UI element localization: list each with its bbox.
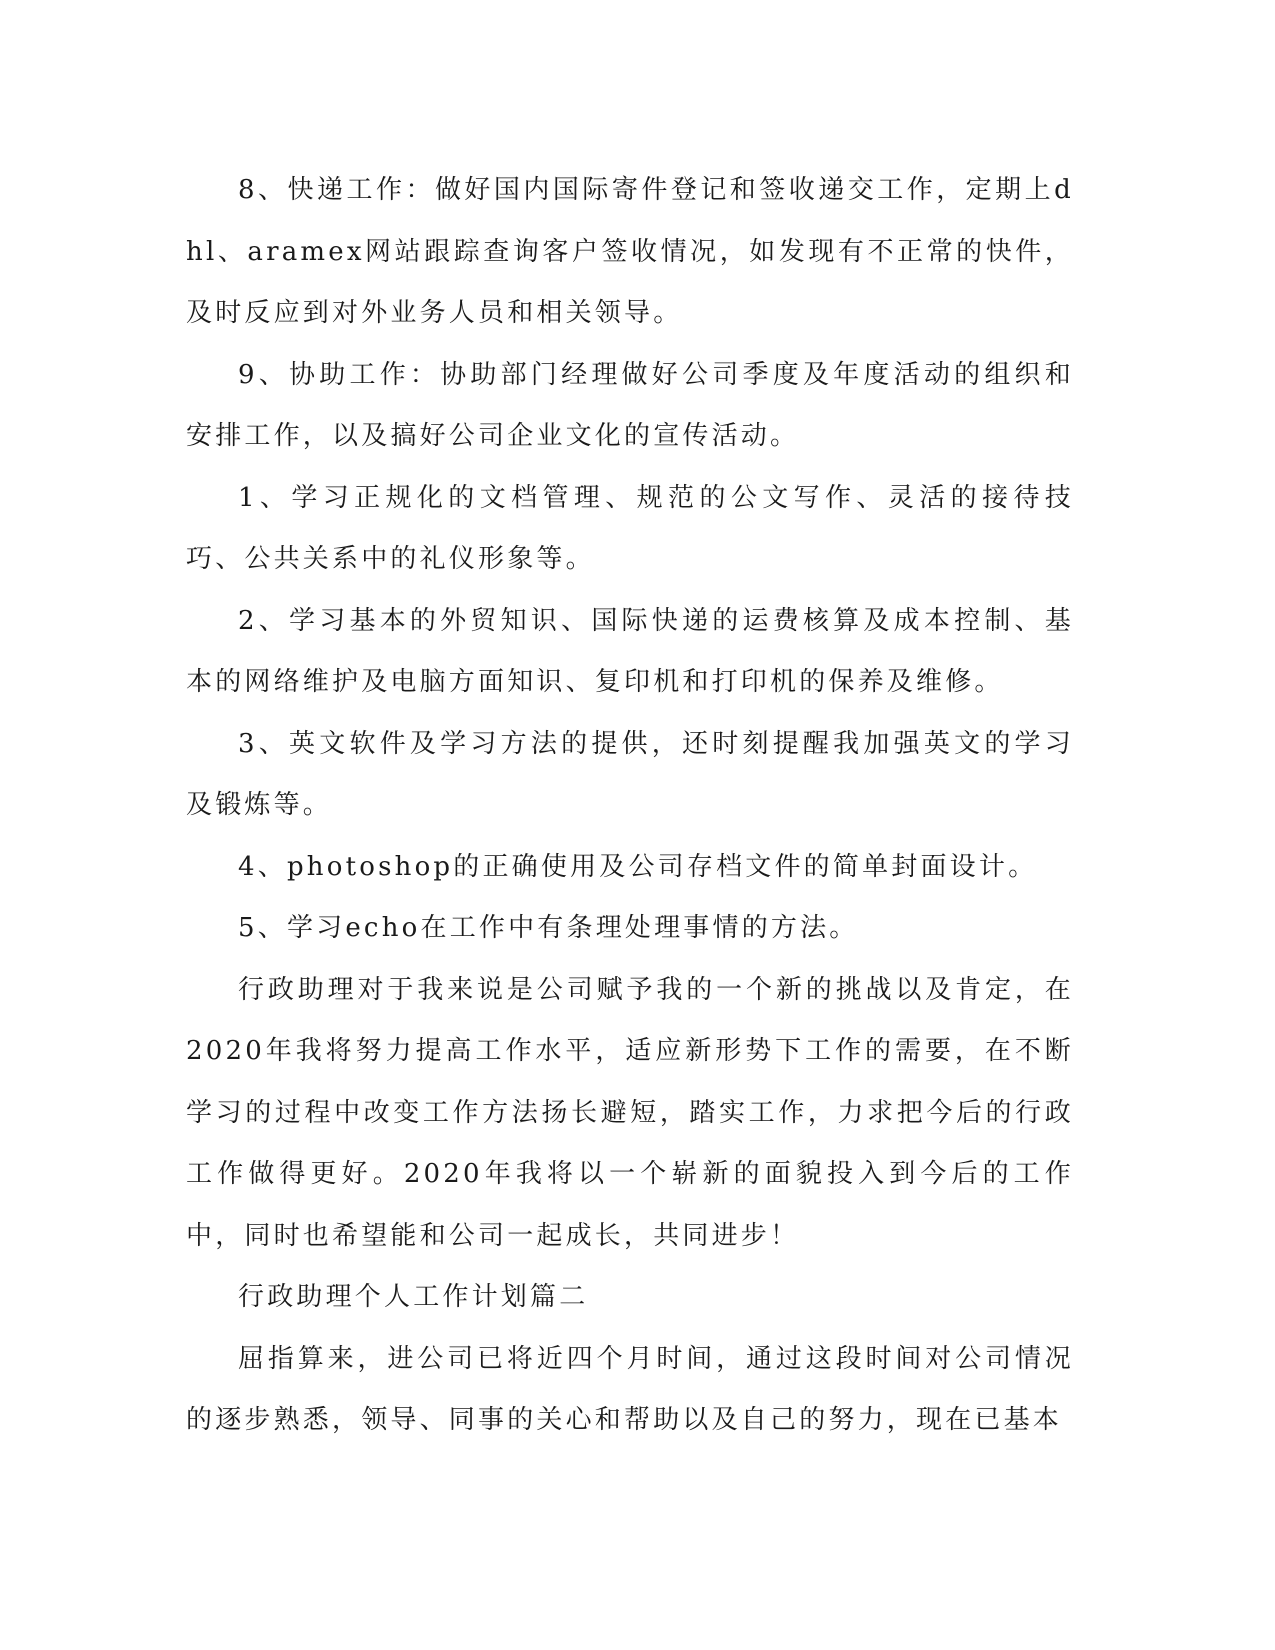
paragraph-assist-work: 9、协助工作：协助部门经理做好公司季度及年度活动的组织和安排工作，以及搞好公司企业文化的宣传活动。 bbox=[186, 359, 1074, 451]
paragraph-learn-trade: 2、学习基本的外贸知识、国际快递的运费核算及成本控制、基本的网络维护及电脑方面知识、复印机和打印机的保养及维修。 bbox=[186, 605, 1074, 697]
section-heading: 行政助理个人工作计划篇二 bbox=[238, 1282, 589, 1312]
paragraph-express-work: 8、快递工作：做好国内国际寄件登记和签收递交工作，定期上dhl、aramex网站跟踪查询客户签收情况，如发现有不正常的快件，及时反应到对外业务人员和相关领导。 bbox=[186, 175, 1074, 328]
paragraph-photoshop: 4、photoshop的正确使用及公司存档文件的简单封面设计。 bbox=[238, 851, 1038, 882]
paragraph-summary: 行政助理对于我来说是公司赋予我的一个新的挑战以及肯定，在2020年我将努力提高工作水平，适应新形势下工作的需要，在不断学习的过程中改变工作方法扬长避短，踏实工作，力求把今后的行政工作做得更好。2020年我将以一个崭新的面貌投入到今后的工作中，同时也希望能和公司一起成长，共同进步！ bbox=[186, 974, 1074, 1251]
paragraph-english-software: 3、英文软件及学习方法的提供，还时刻提醒我加强英文的学习及锻炼等。 bbox=[186, 728, 1074, 820]
paragraph-learn-echo: 5、学习echo在工作中有条理处理事情的方法。 bbox=[238, 913, 859, 943]
paragraph-intro-part-two: 屈指算来，进公司已将近四个月时间，通过这段时间对公司情况的逐步熟悉，领导、同事的关心和帮助以及自己的努力，现在已基本 bbox=[186, 1343, 1074, 1435]
paragraph-learn-documents: 1、学习正规化的文档管理、规范的公文写作、灵活的接待技巧、公共关系中的礼仪形象等。 bbox=[186, 482, 1074, 574]
document-body bbox=[186, 160, 1074, 1452]
